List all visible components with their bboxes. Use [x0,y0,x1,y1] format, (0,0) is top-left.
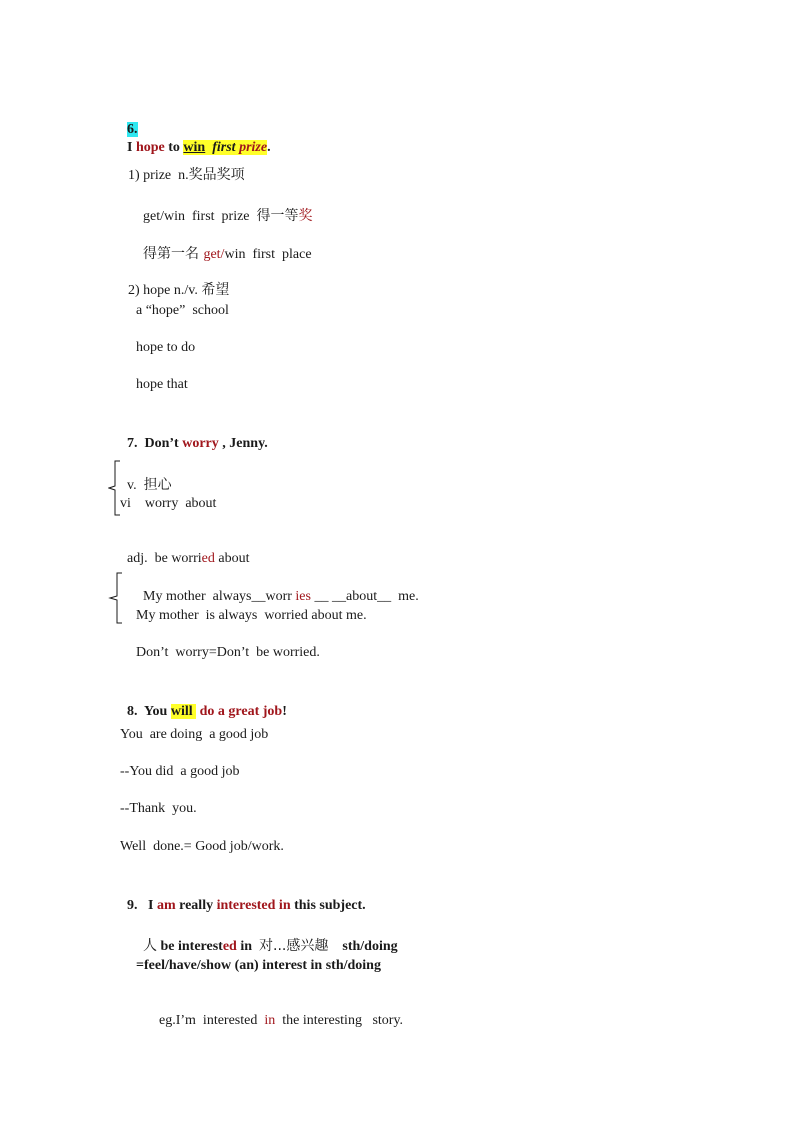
note-line: You are doing a good job [120,727,269,742]
note-text: be interest [157,939,223,954]
note-text: 1) prize n. [128,168,189,183]
keyword-first: first [212,140,236,155]
keyword-prize: prize [239,140,268,155]
note-text-cn: 希望 [201,282,230,298]
note-text: eg.I’m interested [159,1013,265,1028]
heading-number: 6. [127,122,138,137]
note-text: win first place [224,247,312,262]
heading-text: . [267,140,271,155]
note-text-cn: 得第一名 [143,246,204,262]
note-text: __ __about__ me. [310,589,419,604]
note-line [136,570,419,606]
note-text: the interesting story. [275,1013,404,1028]
heading-7 [120,417,268,453]
note-line [120,458,172,495]
note-line [152,994,403,1030]
note-text-cn: 人 [143,938,157,954]
note-text: adj. be worri [127,551,202,566]
note-line [136,227,312,264]
note-text-cn: 得一等 [256,208,299,224]
note-line: Don’t worry=Don’t be worried. [136,645,320,660]
note-text: My mother always__worr [143,589,296,604]
heading-text: I [127,140,136,155]
heading-9 [120,879,366,915]
note-line [136,919,398,956]
note-line: Well done.= Good job/work. [120,839,284,854]
keyword-great-job: do a great job [196,704,283,719]
note-text: ies [295,589,311,604]
note-text-cn: 担心 [143,477,172,493]
note-text: sth/doing [328,939,398,954]
brace-icon [108,572,124,624]
note-text: get/ [203,247,225,262]
keyword-am: am [156,898,176,913]
note-line [121,148,245,185]
note-text: in [236,939,260,954]
note-line: a “hope” school [136,303,229,318]
heading-text: ! [282,704,287,719]
note-line: hope that [136,377,188,392]
keyword-win: win [183,140,206,155]
note-text: ed [201,551,215,566]
heading-text: 9. I [127,898,157,913]
heading-text: , Jenny. [218,436,268,451]
note-line: --You did a good job [120,764,240,779]
heading-text: 7. Don’t [127,436,183,451]
keyword-interested-in: interested in [216,898,291,913]
note-line [121,263,229,300]
note-line: hope to do [136,340,196,355]
keyword-will: will [170,704,197,719]
note-text-cn: 奖 [298,208,313,224]
note-line [136,189,313,226]
heading-text: to [164,140,184,155]
note-text: about [214,551,250,566]
note-line: My mother is always worried about me. [136,608,367,623]
heading-text: really [175,898,217,913]
heading-8 [120,685,287,721]
note-line [120,532,249,568]
note-text: ed [222,939,237,954]
note-text-cn: 对...感兴趣 [259,938,329,954]
note-text: in [264,1013,276,1028]
note-line: --Thank you. [120,801,197,816]
heading-text: this subject. [290,898,366,913]
note-text: v. [127,478,144,493]
note-line: vi worry about [120,496,217,511]
keyword-worry: worry [182,436,219,451]
keyword-hope: hope [135,140,165,155]
note-text-cn: 奖品奖项 [188,167,245,183]
note-text: 2) hope n./v. [128,283,202,298]
note-text: get/win first prize [143,209,257,224]
heading-text: 8. You [127,704,171,719]
note-line: =feel/have/show (an) interest in sth/doing [136,958,381,973]
